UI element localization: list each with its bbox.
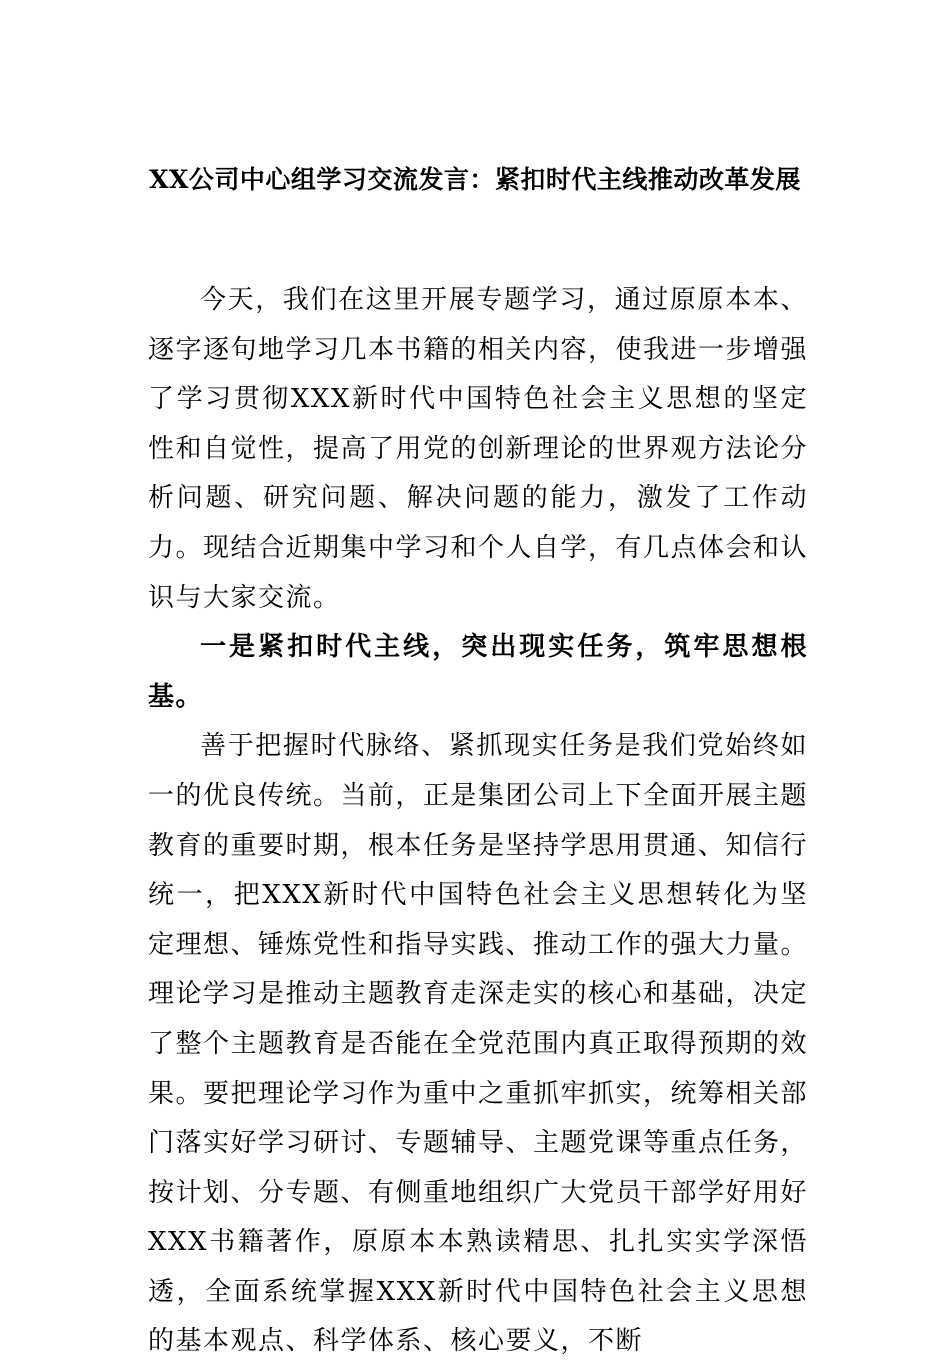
document-body bbox=[148, 276, 808, 1367]
paragraph-section-1: 善于把握时代脉络、紧抓现实任务是我们党始终如一的优良传统。当前，正是集团公司上下全面开展主题教育的重要时期，根本任务是坚持学思用贯通、知信行统一，把XXX新时代中国特色社会主义思想转化为坚定理想、锤炼党性和指导实践、推动工作的强大力量。理论学习是推动主题教育走深走实的核心和基础，决定了整个主题教育是否能在全党范围内真正取得预期的效果。要把理论学习作为重中之重抓牢抓实，统筹相关部门落实好学习研讨、专题辅导、主题党课等重点任务，按计划、分专题、有侧重地组织广大党员干部学好用好XXX书籍著作，原原本本熟读精思、扎扎实实学深悟透，全面系统掌握XXX新时代中国特色社会主义思想的基本观点、科学体系、核心要义，不断 bbox=[148, 731, 809, 1357]
section-heading-1: 一是紧扣时代主线，突出现实任务，筑牢思想根基。 bbox=[148, 632, 808, 712]
document-title: XX公司中心组学习交流发言：紧扣时代主线推动改革发展 bbox=[149, 165, 801, 194]
paragraph-intro: 今天，我们在这里开展专题学习，通过原原本本、逐字逐句地学习几本书籍的相关内容，使我进一步增强了学习贯彻XXX新时代中国特色社会主义思想的坚定性和自觉性，提高了用党的创新理论的世界观方法论分析问题、研究问题、解决问题的能力，激发了工作动力。现结合近期集中学习和个人自学，有几点体会和认识与大家交流。 bbox=[148, 285, 809, 613]
